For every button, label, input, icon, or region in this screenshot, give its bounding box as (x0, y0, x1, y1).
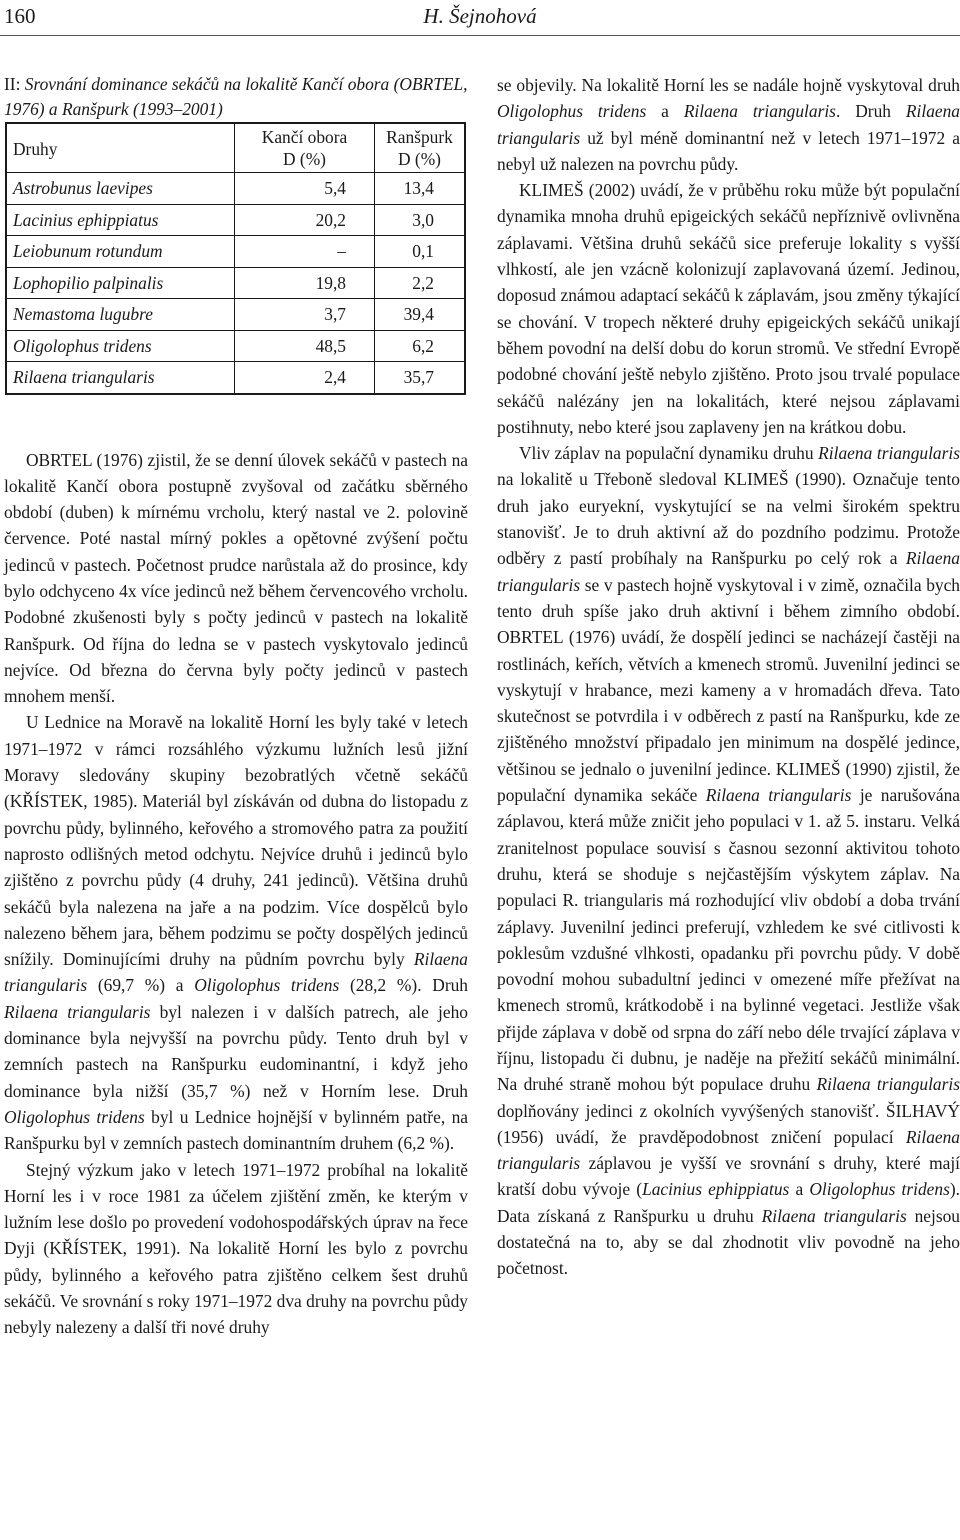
species-cell: Rilaena triangularis (6, 362, 235, 394)
species-name: Oligolophus tridens (4, 1106, 145, 1127)
species-name: Rilaena triangularis (761, 1205, 907, 1226)
species-name: Rilaena triangularis (4, 1001, 151, 1022)
kanci-value: 20,2 (235, 204, 375, 236)
text-run: byl u Lednice hojnější v bylinném patře, na Ranšpurku byl v zemních pastech dominantním druhem (6,2 %). (4, 1106, 469, 1154)
text-run: a (646, 101, 684, 122)
kanci-value: 2,4 (235, 362, 375, 394)
species-cell: Nemastoma lugubre (6, 299, 235, 331)
left-column (4, 72, 468, 1341)
species-name: Oligolophus tridens (809, 1179, 950, 1200)
text-run: nejsou dostatečná na to, aby se dal zhodnotit vliv povodně na jeho početnost. (497, 1205, 960, 1279)
paragraph-continuation (497, 72, 960, 177)
ranspurk-value: 0,1 (375, 236, 466, 268)
text-run: byl nalezen i v dalších patrech, ale jeho dominance byla nejvyšší na povrchu půdy. Tento druh byl v zemních pastech na Ranšpurku eudominantní, i když jeho dominance byla nižší (35,7 %) než v Horním lese. Druh (4, 1001, 468, 1101)
text-run: U Lednice na Moravě na lokalitě Horní les byly také v letech 1971–1972 v rámci rozsáhlého výzkumu lužních lesů jižní Moravy sledovány skupiny bezobratlých včetně sekáčů (KŘÍSTEK, 1985). Materiál byl získáván od dubna do listopadu z povrchu půdy, bylinného, keřového a stromového patra za použití naprosto odlišných metod odchytu. Nejvíce druhů i jedinců bylo zjištěno z povrchu půdy (4 druhy, 241 jedinců). Většina druhů sekáčů byla nalezena na jaře a na podzim. Více dospělců bylo nalezeno během jara, během podzimu se počty dospělých jedinců snížily. Dominujícími druhy na půdním povrchu byly (4, 712, 468, 970)
col-header-kanci-line2: D (%) (283, 149, 326, 169)
species-name: Rilaena triangularis (497, 101, 960, 148)
col-header-kanci-obora (235, 123, 375, 173)
paragraph-klimes-2002: KLIMEŠ (2002) uvádí, že v průběhu roku může být populační dynamika mnoha druhů epigeických sekáčů nepříznivě ovlivněna záplavami. Většina druhů sekáčů sice preferuje lokality s vyšší vlhkostí, ale jen vzácně kolonizují zaplavovaná území. Jedinou, doposud známou adaptací sekáčů k záplavám, jsou změny týkající se chování. V tropech některé druhy epigeických sekáčů unikají během povodní na delší dobu do korun stromů. Ve střední Evropě podobné chování ještě nebylo zjištěno. Proto jsou trvalé populace sekáčů nalézány jen na lokalitách, které nejsou záplavami postihnuty, nebo které jsou zaplaveny jen na krátkou dobu. (497, 180, 960, 437)
kanci-value: 19,8 (235, 267, 375, 299)
species-cell: Lophopilio palpinalis (6, 267, 235, 299)
ranspurk-value: 6,2 (375, 330, 466, 362)
species-name: Oligolophus tridens (194, 975, 340, 996)
text-run: se v pastech hojně vyskytoval i v zimě, označila bych tento druh spíše jako druh aktivní i během zimního období. OBRTEL (1976) uvádí, že dospělí jedinci se nacházejí častěji na rostlinách, keřích, větvích a kmenech stromů. Juvenilní jedinci se vyskytují v hrabance, mezi kameny a v hromadách dřeva. Tato skutečnost se potvrdila i v odběrech z pastí na Ranšpurku, kde ze zjištěného množství připadalo jen minimum na dospělé jedince, většinou se jednalo o juvenilní jedince. KLIMEŠ (1990) zjistil, že populační dynamika sekáče (497, 574, 960, 806)
col-header-kanci-line1: Kančí obora (261, 127, 348, 147)
table-row (6, 299, 465, 331)
header-rule (0, 35, 960, 36)
text-run: Vliv záplav na populační dynamiku druhu (519, 443, 819, 464)
paragraph-zaplavy (497, 440, 960, 1282)
paragraph-lednice (4, 709, 468, 1156)
text-run: . Druh (835, 101, 906, 122)
table-row (6, 362, 465, 394)
table-caption-prefix: II: (4, 74, 25, 94)
species-name: Rilaena triangularis (4, 949, 468, 996)
col-header-ranspurk-line1: Ranšpurk (386, 127, 453, 147)
running-author: H. Šejnohová (423, 4, 537, 28)
text-run: už byl méně dominantní než v letech 1971–1972 a nebyl už nalezen na povrchu půdy. (497, 127, 960, 174)
col-header-ranspurk-line2: D (%) (398, 149, 441, 169)
species-cell: Leiobunum rotundum (6, 236, 235, 268)
species-cell: Oligolophus tridens (6, 330, 235, 362)
text-run: na lokalitě u Třeboně sledoval KLIMEŠ (1990). Označuje tento druh jako euryekní, vyskytující se na velmi širokém spektru stanovišť. Je to druh aktivní až do pozdního podzimu. Protože odběry z pastí probíhaly na Ranšpurku po celý rok a (497, 469, 960, 569)
page-number: 160 (4, 4, 36, 28)
text-run: doplňovány jedinci z okolních vyvýšených stanovišť. ŠILHAVÝ (1956) uvádí, že pravděpodobnost zničení populací (497, 1100, 960, 1147)
kanci-value: 3,7 (235, 299, 375, 331)
ranspurk-value: 39,4 (375, 299, 466, 331)
paragraph-horni-les: Stejný výzkum jako v letech 1971–1972 probíhal na lokalitě Horní les i v roce 1981 za účelem zjištění změn, ke kterým v lužním lese došlo po provedení vodohospodářských úprav na řece Dyji (KŘÍSTEK, 1991). Na lokalitě Horní les bylo z povrchu půdy, bylinného a keřového patra zjištěno celkem šest druhů sekáčů. Ve srovnání s roky 1971–1972 dva druhy na povrchu půdy nebyly nalezeny a další tři nové druhy (4, 1159, 468, 1338)
table-spacer (4, 395, 468, 447)
species-cell: Lacinius ephippiatus (6, 204, 235, 236)
text-run: ). Data získaná z Ranšpurku u druhu (497, 1179, 960, 1226)
species-name: Oligolophus tridens (497, 101, 647, 122)
text-run: se objevily. Na lokalitě Horní les se nadále hojně vyskytoval druh (497, 75, 960, 95)
col-header-species: Druhy (6, 123, 235, 173)
ranspurk-value: 13,4 (375, 173, 466, 205)
species-name: Lacinius ephippiatus (642, 1179, 790, 1200)
text-run: a (789, 1179, 810, 1200)
table-row (6, 173, 465, 205)
paragraph-obrtel: OBRTEL (1976) zjistil, že se denní úlovek sekáčů v pastech na lokalitě Kančí obora postupně zvyšoval od začátku sběrného období (duben) k mírnému vrcholu, který nastal ve 2. polovině července. Poté nastal mírný pokles a opětovné zvýšení počtu jedinců v pastech. Početnost prudce narůstala až do prosince, kdy bylo odchyceno 4x více jedinců než během červencového vrcholu. Podobné zkušenosti byly s počty jedinců v pastech na lokalitě Ranšpurk. Od října do ledna se v pastech vyskytovalo jedinců nejvíce. Od března do června byly počty jedinců v pastech mnohem menší. (4, 449, 468, 707)
dominance-table (5, 122, 466, 395)
table-row (6, 267, 465, 299)
col-header-ranspurk (375, 123, 466, 173)
right-column (497, 72, 960, 1282)
species-name: Rilaena triangularis (705, 785, 852, 806)
table-row (6, 204, 465, 236)
species-name: Rilaena triangularis (818, 443, 960, 464)
text-run: (69,7 %) a (87, 975, 195, 996)
species-name: Rilaena triangularis (497, 1126, 960, 1174)
text-run: (28,2 %). Druh (339, 975, 468, 996)
kanci-value: 5,4 (235, 173, 375, 205)
ranspurk-value: 35,7 (375, 362, 466, 394)
species-name: Rilaena triangularis (816, 1074, 960, 1095)
species-name: Rilaena triangularis (497, 548, 960, 595)
species-cell: Astrobunus laevipes (6, 173, 235, 205)
ranspurk-value: 2,2 (375, 267, 466, 299)
text-run: záplavou je vyšší ve srovnání s druhy, které mají kratší dobu vývoje ( (497, 1153, 960, 1200)
ranspurk-value: 3,0 (375, 204, 466, 236)
table-row (6, 330, 465, 362)
table-row (6, 236, 465, 268)
kanci-value: – (235, 236, 375, 268)
species-name: Rilaena triangularis (683, 101, 836, 122)
table-caption (4, 72, 468, 122)
kanci-value: 48,5 (235, 330, 375, 362)
text-run: je narušována záplavou, která může zničit jeho populaci v 1. až 5. instaru. Velká zranitelnost populace souvisí s časnou sezonní aktivitou tohoto druhu, která se shoduje s nejčastějším výskytem záplav. Na populaci R. triangularis má rozhodující vliv období a doba trvání záplavy. Juvenilní jedinci preferují, vzhledem ke své citlivosti k poklesům vzdušné vlhkosti, opadanku při povrchu půdy. V době povodní mohou subadultní jedinci v omezené míře přežívat na kmenech stromů, krátkodobě i na bylinné vegetaci. Jestliže však přijde záplava v době od srpna do září nebo déle trvající záplava v říjnu, listopadu či dubnu, je naděje na přežití sekáčů minimální. Na druhé straně mohou být populace druhu (497, 785, 960, 1095)
table-caption-text: Srovnání dominance sekáčů na lokalitě Kančí obora (OBRTEL, 1976) a Ranšpurk (1993–2001) (4, 74, 468, 119)
running-header (0, 4, 960, 28)
table-header-row (6, 123, 465, 173)
